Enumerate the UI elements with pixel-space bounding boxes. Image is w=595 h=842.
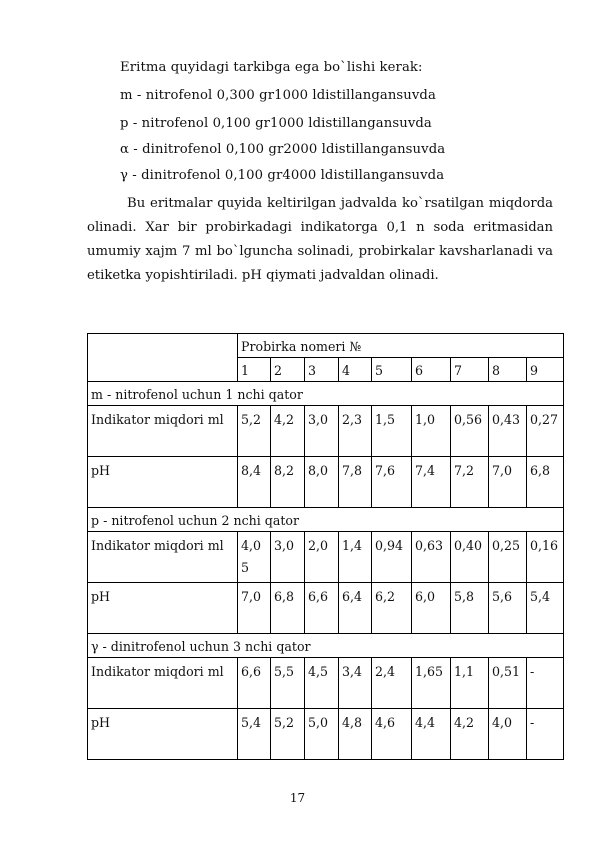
tube-number-cell: 5 [372, 358, 412, 382]
value-cell: 6,6 [305, 583, 339, 634]
value-cell: 5,4 [527, 583, 564, 634]
value-cell: 3,4 [339, 658, 372, 709]
body-paragraph [87, 192, 553, 288]
table-header-row [88, 334, 564, 358]
value-cell: 1,4 [339, 532, 372, 583]
row-label: Indikator miqdori ml [88, 532, 238, 583]
table-header: Probirka nomeri № [238, 334, 564, 358]
value-cell: 0,43 [489, 406, 527, 457]
section-title: m - nitrofenol uchun 1 nchi qator [88, 382, 564, 406]
value-cell: 6,4 [339, 583, 372, 634]
table-row [88, 457, 564, 508]
row-label: pH [88, 709, 238, 760]
value-cell: 4,2 [451, 709, 489, 760]
intro-line-m-nitrofenol: m - nitrofenol 0,300 gr1000 ldistillangansuvda [120, 88, 436, 103]
body-paragraph-text: Bu eritmalar quyida keltirilgan jadvalda ko`rsatilgan miqdorda olinadi. Xar bir probirkadagi indikatorga 0,1 n soda eritmasidan umumiy xajm 7 ml bo`lguncha solinadi, probirkalar kavsharlanadi va etiketka yopishtiriladi. pH qiymati jadvaldan olinadi. [87, 196, 553, 283]
value-cell: 3,0 [271, 532, 305, 583]
value-cell: 5,5 [271, 658, 305, 709]
value-cell: 5,0 [305, 709, 339, 760]
value-cell: 4,5 [305, 658, 339, 709]
value-cell: 7,8 [339, 457, 372, 508]
value-cell: 5,4 [238, 709, 271, 760]
probirka-table [87, 333, 564, 760]
value-cell: 1,0 [412, 406, 451, 457]
tube-number-cell: 9 [527, 358, 564, 382]
value-cell: 1,1 [451, 658, 489, 709]
value-cell: 1,65 [412, 658, 451, 709]
section-title-row [88, 634, 564, 658]
value-cell: - [527, 709, 564, 760]
value-cell: 0,94 [372, 532, 412, 583]
tube-number-cell: 7 [451, 358, 489, 382]
value-cell: 1,5 [372, 406, 412, 457]
value-cell: 4,2 [271, 406, 305, 457]
value-cell: 2,4 [372, 658, 412, 709]
tube-number-cell: 1 [238, 358, 271, 382]
value-cell: 6,0 [412, 583, 451, 634]
value-cell: 7,0 [238, 583, 271, 634]
value-cell: 5,2 [271, 709, 305, 760]
section-title: γ - dinitrofenol uchun 3 nchi qator [88, 634, 564, 658]
section-title-row [88, 382, 564, 406]
value-cell: 8,4 [238, 457, 271, 508]
value-cell: 7,6 [372, 457, 412, 508]
value-cell: 0,25 [489, 532, 527, 583]
value-cell: - [527, 658, 564, 709]
value-cell: 6,2 [372, 583, 412, 634]
value-cell: 8,2 [271, 457, 305, 508]
value-cell: 5,6 [489, 583, 527, 634]
value-cell: 0,16 [527, 532, 564, 583]
tube-number-cell: 8 [489, 358, 527, 382]
value-cell: 4,8 [339, 709, 372, 760]
value-cell: 2,3 [339, 406, 372, 457]
value-cell: 0,40 [451, 532, 489, 583]
value-cell: 7,2 [451, 457, 489, 508]
value-cell: 0,56 [451, 406, 489, 457]
value-cell: 4,6 [372, 709, 412, 760]
value-cell: 8,0 [305, 457, 339, 508]
value-cell: 0,51 [489, 658, 527, 709]
intro-line-gamma-dinitrofenol: γ - dinitrofenol 0,100 gr4000 ldistillangansuvda [120, 168, 445, 183]
table-row [88, 583, 564, 634]
value-cell: 6,8 [271, 583, 305, 634]
value-cell: 4,05 [238, 532, 271, 583]
row-label: pH [88, 457, 238, 508]
page-number: 17 [289, 791, 306, 805]
table-corner-cell [88, 334, 238, 382]
row-label: Indikator miqdori ml [88, 406, 238, 457]
tube-number-cell: 2 [271, 358, 305, 382]
row-label: Indikator miqdori ml [88, 658, 238, 709]
value-cell: 0,27 [527, 406, 564, 457]
value-cell: 4,4 [412, 709, 451, 760]
intro-line-p-nitrofenol: p - nitrofenol 0,100 gr1000 ldistillangansuvda [120, 116, 432, 131]
table-row [88, 709, 564, 760]
value-cell: 3,0 [305, 406, 339, 457]
value-cell: 4,0 [489, 709, 527, 760]
value-cell: 7,4 [412, 457, 451, 508]
value-cell: 7,0 [489, 457, 527, 508]
value-cell: 5,8 [451, 583, 489, 634]
value-cell: 2,0 [305, 532, 339, 583]
table-row [88, 406, 564, 457]
value-cell: 5,2 [238, 406, 271, 457]
value-cell: 6,8 [527, 457, 564, 508]
value-cell: 6,6 [238, 658, 271, 709]
intro-line-1: Eritma quyidagi tarkibga ega bo`lishi kerak: [120, 60, 423, 75]
intro-line-alpha-dinitrofenol: α - dinitrofenol 0,100 gr2000 ldistillangansuvda [120, 142, 446, 157]
table-row [88, 658, 564, 709]
value-cell: 0,63 [412, 532, 451, 583]
table-row [88, 532, 564, 583]
tube-number-cell: 3 [305, 358, 339, 382]
tube-number-cell: 6 [412, 358, 451, 382]
row-label: pH [88, 583, 238, 634]
section-title: p - nitrofenol uchun 2 nchi qator [88, 508, 564, 532]
section-title-row [88, 508, 564, 532]
tube-number-cell: 4 [339, 358, 372, 382]
